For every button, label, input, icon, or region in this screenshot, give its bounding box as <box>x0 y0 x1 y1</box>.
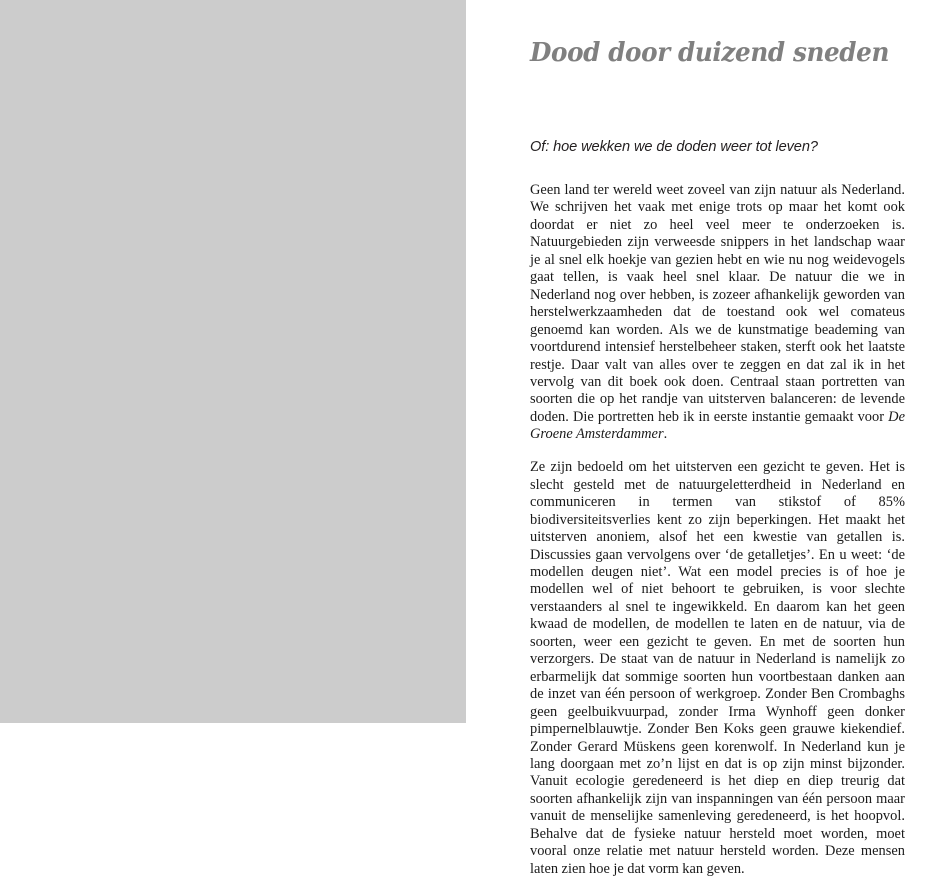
text-column <box>530 0 905 877</box>
image-placeholder <box>0 0 466 723</box>
paragraph-2: Ze zijn bedoeld om het uitsterven een gezicht te geven. Het is slecht gesteld met de natuurgeletterdheid in Nederland en communiceren in termen van stikstof of 85% biodiversiteitsverlies kent zo zijn beperkingen. Het maakt het uitsterven anoniem, alsof het een kwestie van getallen is. Discussies gaan vervolgens over ‘de getalletjes’. En u weet: ‘de modellen deugen niet’. Wat een model precies is of hoe je modellen wel of niet behoort te gebruiken, is voor slechte verstaanders al snel te ingewikkeld. En daarom kan het geen kwaad de modellen, de modellen te laten en de natuur, via de soorten, weer een gezicht te geven. En met de soorten hun verzorgers. De staat van de natuur in Nederland is namelijk zo erbarmelijk dat sommige soorten hun voortbestaan danken aan de inzet van één persoon of werkgroep. Zonder Ben Crombaghs geen geelbuikvuurpad, zonder Irma Wynhoff geen donker pimpernelblauwtje. Zonder Ben Koks geen grauwe kiekendief. Zonder Gerard Müskens geen korenwolf. In Nederland kun je lang doorgaan met zo’n lijst en dat is op zijn minst bijzonder. Vanuit ecologie geredeneerd is het diep en diep treurig dat soorten afhankelijk zijn van inspanningen van één persoon maar vanuit de menselijke samenleving geredeneerd, is het hoopvol. Behalve dat de fysieke natuur hersteld moet worden, moet vooral onze relatie met natuur hersteld worden. Deze mensen laten zien hoe je dat vorm kan geven. <box>530 459 905 877</box>
italic-run: De Groene Amsterdammer <box>530 408 905 443</box>
paragraph-1: Geen land ter wereld weet zoveel van zijn natuur als Nederland. We schrijven het vaak met enige trots op maar het komt ook doordat er niet zo heel veel meer te onderzoeken is. Natuurgebieden zijn verweesde snippers in het landschap waar je al snel elk hoekje van gezien hebt en wie nu nog weidevogels gaat tellen, is vaak heel snel klaar. De natuur die we in Nederland nog over hebben, is zozeer afhankelijk geworden van herstelwerkzaamheden dat de toestand ook wel comateus genoemd kan worden. Als we de kunstmatige beademing van voortdurend intensief herstelbeheer staken, sterft ook het laatste restje. Daar valt van alles over te zeggen en dat zal ik in het vervolg van dit boek ook doen. Centraal staan portretten van soorten die op het randje van uitsterven balanceren: de levende doden. Die portretten heb ik in eerste instantie gemaakt voor De Groene Amsterdammer. <box>530 182 905 443</box>
page-title: Dood door duizend sneden <box>530 37 890 68</box>
body-copy <box>530 182 905 878</box>
chapter-subtitle: Of: hoe wekken we de doden weer tot leven? <box>530 139 818 155</box>
